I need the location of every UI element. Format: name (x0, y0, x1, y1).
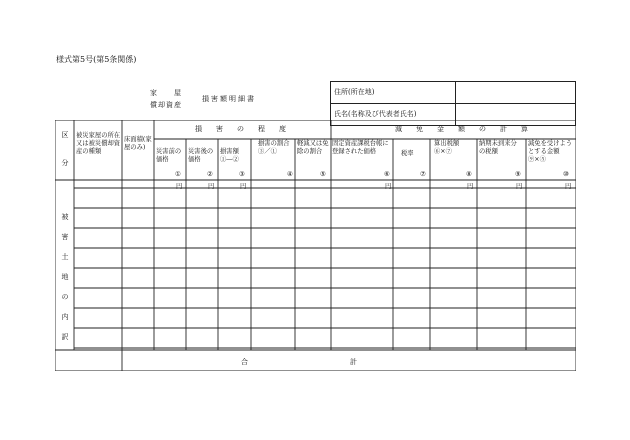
yen-unit-registered: 円 (385, 183, 392, 190)
col-damage-ratio: 損害の割合③／① (258, 140, 290, 156)
yen-unit-unpaid: 円 (516, 183, 523, 190)
table-lines (55, 120, 576, 371)
marker-9: ⑨ (515, 171, 521, 178)
yen-unit-pre: 円 (176, 183, 183, 190)
marker-10: ⑩ (563, 171, 569, 178)
address-label: 住所(所在地) (331, 82, 456, 104)
side-label-2: 土 (61, 253, 69, 261)
col-floor-area: 床面積(家屋のみ) (124, 136, 152, 152)
col-post-disaster-value: 災害後の価格 (188, 148, 214, 164)
yen-unit-damage: 円 (240, 183, 247, 190)
side-label-3: 地 (61, 273, 69, 281)
col-calculated-tax: 算出税額⑥×⑦ (434, 140, 460, 156)
side-label-5: 内 (61, 313, 69, 321)
marker-8: ⑧ (466, 171, 472, 178)
marker-3: ③ (239, 171, 245, 178)
title-line2: 償却資産 (150, 101, 182, 109)
yen-unit-post: 円 (208, 183, 215, 190)
col-tax-rate: 税率 (401, 150, 414, 157)
damage-group-header: 損 害 の 程 度 (195, 125, 286, 133)
col-location-type: 被災家屋の所在又は被災償却資産の種類 (76, 132, 121, 156)
damage-table (55, 120, 576, 371)
kubun-bottom: 分 (61, 159, 69, 167)
col-unpaid-tax: 納期未到来分の税額 (479, 140, 517, 156)
col-reduction-amount: 減免を受けようとする金額⑨×⑤ (528, 140, 573, 164)
name-label: 氏名(名称及び代表者氏名) (331, 104, 456, 126)
marker-5: ⑤ (320, 171, 326, 178)
total-label-left: 合 (241, 358, 248, 366)
marker-4: ④ (287, 171, 293, 178)
page-title: 損害額明細書 (202, 95, 256, 103)
address-field[interactable] (456, 82, 576, 104)
kubun-top: 区 (61, 131, 69, 139)
side-label-0: 被 (61, 213, 69, 221)
side-label-4: の (61, 293, 69, 301)
reduction-group-header: 減 免 金 額 の 計 算 (395, 125, 528, 133)
marker-1: ① (175, 171, 181, 178)
col-damage-amount: 損害額①―② (220, 148, 239, 164)
col-pre-disaster-value: 災害前の価格 (156, 148, 182, 164)
title-line1: 家 屋 (150, 89, 182, 97)
col-reduction-ratio: 軽減又は免除の割合 (297, 140, 329, 156)
side-label-6: 訳 (61, 333, 69, 341)
col-registered-value: 固定資産課税台帳に登録された価格 (332, 140, 389, 156)
marker-7: ⑦ (420, 171, 426, 178)
yen-unit-reduction: 円 (565, 183, 572, 190)
form-number: 様式第5号(第5条関係) (56, 55, 137, 64)
marker-2: ② (207, 171, 213, 178)
marker-6: ⑥ (384, 171, 390, 178)
total-label-right: 計 (350, 358, 357, 366)
yen-unit-calculated: 円 (467, 183, 474, 190)
side-label-1: 害 (61, 233, 69, 241)
